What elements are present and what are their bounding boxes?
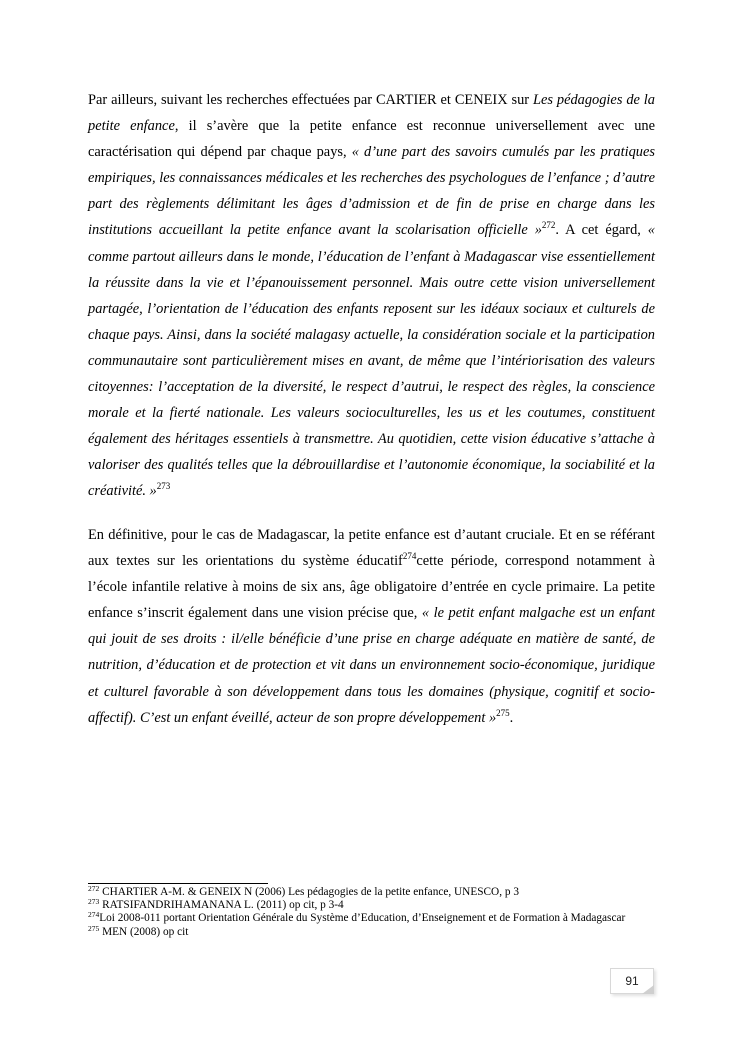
footnote-reference[interactable]: 273 xyxy=(156,481,171,492)
book-title: Les pédagogies de la petite enfance xyxy=(88,92,655,135)
paragraph-text: En définitive, pour le cas de Madagascar, la petite enfance est d’autant cruciale. Et en se référant aux textes sur les orientations du système éducatif xyxy=(88,527,655,570)
footnote-reference[interactable]: 275 xyxy=(496,707,510,718)
footnote-separator xyxy=(88,883,268,884)
footnote-text: RATSIFANDRIHAMANANA L. (2011) op cit, p 3-4 xyxy=(99,899,344,912)
page-number-box xyxy=(610,968,654,994)
quotation: « le petit enfant malgache est un enfant qui jouit de ses droits : il/elle bénéficie d’une prise en charge adéquate en matière de santé, de nutrition, d’éducation et de protection et vit dans un environnement socio-économique, juridique et culturel favorable à son développement dans tous les domaines (physique, cognitif et socio-affectif). C’est un enfant éveillé, acteur de son propre développement » xyxy=(88,605,656,726)
page-number: 91 xyxy=(625,974,639,988)
footnote-number: 273 xyxy=(88,897,100,907)
footnote xyxy=(88,923,655,939)
footnote xyxy=(88,886,655,899)
paragraph-text: . A cet égard, xyxy=(555,222,648,239)
footnote xyxy=(88,912,655,925)
footnote-reference[interactable]: 272 xyxy=(541,220,556,231)
quotation: « comme partout ailleurs dans le monde, l’éducation de l’enfant à Madagascar vise essentiellement la réussite dans la vie et l’épanouissement personnel. Mais outre cette vision universellement partagée, l’orientation de l’éducation des enfants reposent sur les idéaux sociaux et culturels de chaque pays. Ainsi, dans la société malagasy actuelle, la considération sociale et la participation communautaire sont particulièrement mises en avant, de même que l’intériorisation des valeurs citoyennes: l’acceptation de la diversité, le respect d’autrui, le respect des règles, la conscience morale et la fierté nationale. Les valeurs socioculturelles, les us et les coutumes, constituent également des héritages essentiels à transmettre. Au quotidien, cette vision éducative s’attache à valoriser des qualités telles que la débrouillardise et l’autonomie économique, la sociabilité et la créativité. » xyxy=(88,222,655,500)
body-paragraph-1 xyxy=(88,87,655,505)
footnote-number: 275 xyxy=(88,923,100,933)
paragraph-text: Par ailleurs, suivant les recherches effectuées par CARTIER et CENEIX sur xyxy=(88,92,533,108)
paragraph-text: cette période, correspond notamment à l’école infantile relative à moins de six ans, âge obligatoire d’entrée en cycle primaire. La petite enfance s’inscrit également dans une vision précise que, xyxy=(88,553,655,622)
paragraph-text: , il s’avère que la petite enfance est reconnue universellement avec une caractérisation qui dépend par chaque pays, xyxy=(88,118,655,161)
footnote xyxy=(88,899,655,912)
footnote-number: 272 xyxy=(88,884,100,893)
page-curl-decoration xyxy=(642,985,654,994)
quotation: « d’une part des savoirs cumulés par les pratiques empiriques, les connaissances médicales et les recherches des psychologues de l’enfance ; d’autre part des règlements délimitant les âges d’admission et de fin de prise en charge dans les institutions accueillant la petite enfance avant la scolarisation officielle » xyxy=(88,144,655,239)
footnote-reference[interactable]: 274 xyxy=(402,551,417,562)
footnote-text: Loi 2008-011 portant Orientation Générale du Système d’Education, d’Enseignement et de Formation à Madagascar xyxy=(99,912,626,925)
body-paragraph-2 xyxy=(88,522,655,731)
footnote-text: MEN (2008) op cit xyxy=(99,925,189,938)
footnote-number: 274 xyxy=(88,910,100,920)
footnote-text: CHARTIER A-M. & GENEIX N (2006) Les pédagogies de la petite enfance, UNESCO, p 3 xyxy=(99,886,519,898)
footnotes xyxy=(88,886,655,939)
paragraph-text: . xyxy=(509,709,514,726)
